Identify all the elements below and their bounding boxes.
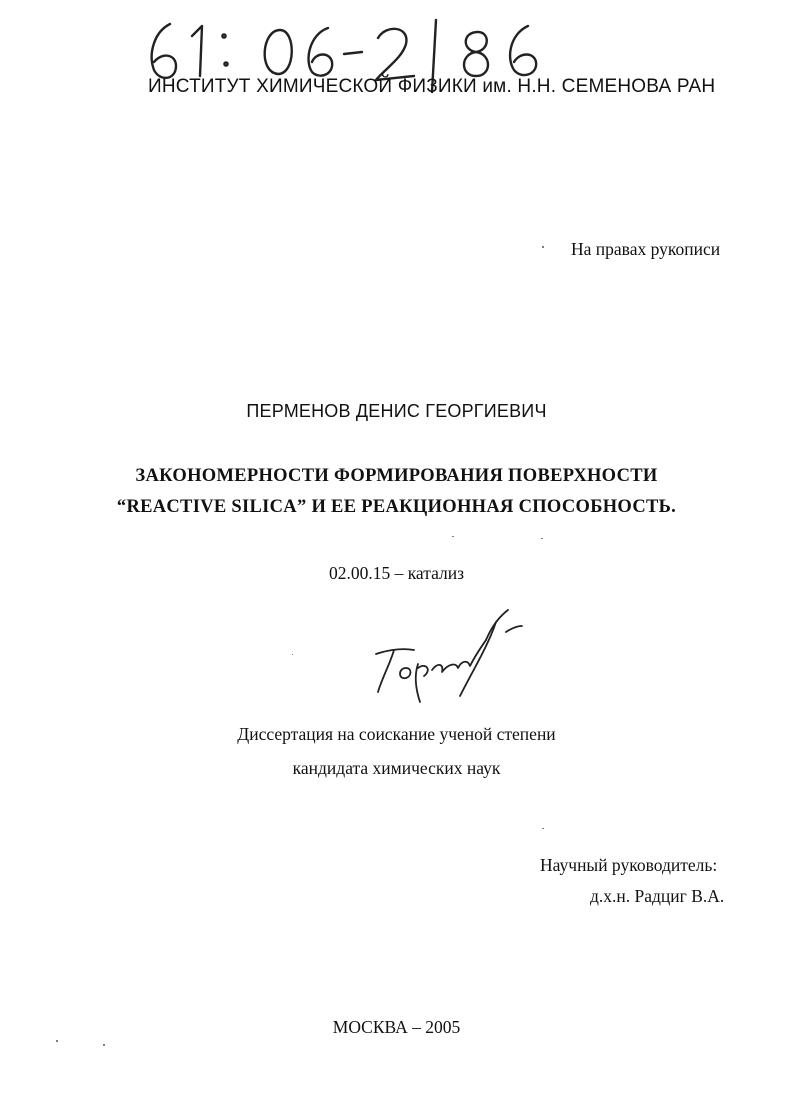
author-name: ПЕРМЕНОВ ДЕНИС ГЕОРГИЕВИЧ	[246, 401, 547, 421]
scan-speck	[452, 536, 454, 537]
scan-speck	[541, 538, 543, 539]
scan-speck	[542, 828, 544, 829]
supervisor-name: д.х.н. Радциг В.А.	[590, 886, 725, 906]
scan-speck	[56, 1040, 58, 1042]
manuscript-rights-note: На правах рукописи	[571, 239, 721, 259]
degree-line-2: кандидата химических наук	[292, 758, 501, 778]
author-signature	[368, 606, 528, 706]
scan-speck	[542, 246, 544, 248]
degree-line-1: Диссертация на соискание ученой степени	[237, 724, 556, 744]
dissertation-title-line-1: ЗАКОНОМЕРНОСТИ ФОРМИРОВАНИЯ ПОВЕРХНОСТИ	[135, 466, 658, 486]
institute-name: ИНСТИТУТ ХИМИЧЕСКОЙ ФИЗИКИ им. Н.Н. СЕМЕНОВА РАН	[148, 76, 716, 97]
dissertation-title-line-2: “REACTIVE SILICA” И ЕЕ РЕАКЦИОННАЯ СПОСОБНОСТЬ.	[116, 497, 677, 517]
scan-speck	[292, 654, 293, 655]
supervisor-label: Научный руководитель:	[540, 855, 718, 875]
scan-speck	[103, 1044, 105, 1046]
specialty-code: 02.00.15 – катализ	[328, 563, 465, 583]
city-and-year: МОСКВА – 2005	[332, 1017, 461, 1037]
